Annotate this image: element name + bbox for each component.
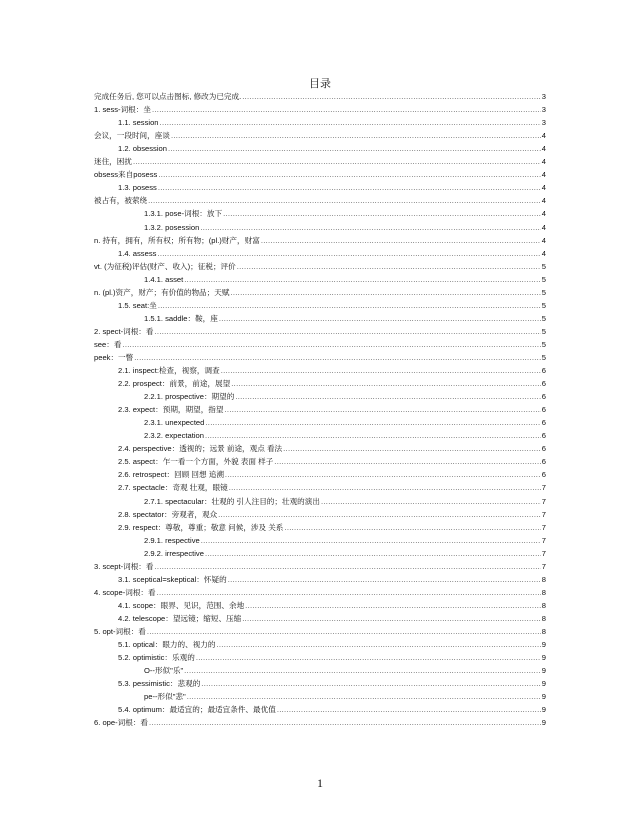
toc-entry-title: 2.1. inspect:检查，视察，调查 [118,366,220,376]
toc-entry-title: 1.3. posess [118,183,157,193]
toc-entry-title: 2.6. retrospect：回顾 回想 追溯 [118,470,224,480]
toc-entry-title: 迷住，困扰 [94,157,132,167]
toc-entry-page: 6 [541,392,546,402]
toc-entry-title: 2.5. aspect：乍一看一个方面，外貌 表面 样子 [118,457,274,467]
toc-entry-title: 2.3.1. unexpected [144,418,205,428]
toc-entry-title: 3.1. sceptical=skeptical：怀疑的 [118,574,227,584]
toc-leader-dots [283,444,541,453]
toc-entry-page: 3 [541,92,546,102]
toc-entry[interactable] [94,271,546,284]
toc-leader-dots [218,510,541,519]
toc-entry[interactable] [94,545,546,558]
toc-entry-page: 4 [541,131,546,141]
toc-entry-page: 9 [541,653,546,663]
toc-leader-dots [223,209,541,218]
toc-leader-dots [228,575,541,584]
toc-entry-page: 4 [541,170,546,180]
toc-entry-page: 9 [541,640,546,650]
toc-entry-title: 1.5.1. saddle：鞍，座 [144,313,218,323]
toc-entry-page: 7 [541,483,546,493]
toc-leader-dots [147,627,541,636]
toc-entry-title: 会议，一段时间，座谈 [94,131,170,141]
toc-leader-dots [196,653,541,662]
toc-entry[interactable] [94,153,546,166]
toc-entry[interactable] [94,466,546,479]
toc-entry[interactable] [94,375,546,388]
toc-entry-title: 1.5. seat:坐 [118,300,157,310]
toc-entry[interactable] [94,401,546,414]
toc-entry-page: 7 [541,522,546,532]
toc-entry-page: 5 [541,261,546,271]
toc-entry-page: 8 [541,587,546,597]
toc-leader-dots [230,288,540,297]
toc-entry[interactable] [94,323,546,336]
toc-entry-title: n. 持有，拥有，所有权；所有物；(pl.)财产，财富 [94,235,260,245]
toc-entry-title: 5.1. optical：眼力的、视力的 [118,640,216,650]
toc-entry[interactable] [94,192,546,205]
toc-entry-title: 4.1. scope：眼界、见识，范围、余地 [118,600,245,610]
toc-entry[interactable] [94,336,546,349]
toc-entry[interactable] [94,362,546,375]
toc-leader-dots [235,392,540,401]
toc-entry[interactable] [94,140,546,153]
toc-entry-title: 2.9. respect：尊敬，尊重；敬意 问候，涉及 关系 [118,522,284,532]
toc-entry-page: 7 [541,548,546,558]
toc-entry-page: 7 [541,509,546,519]
toc-leader-dots [148,196,541,205]
toc-entry[interactable] [94,258,546,271]
toc-entry-page: 4 [541,196,546,206]
toc-leader-dots [321,497,541,506]
toc-leader-dots [205,549,541,558]
toc-entry[interactable] [94,427,546,440]
toc-leader-dots [158,301,541,310]
toc-leader-dots [155,327,541,336]
toc-entry[interactable] [94,245,546,258]
toc-entry-page: 5 [541,339,546,349]
toc-entry-page: 6 [541,379,546,389]
toc-leader-dots [184,275,541,284]
toc-entry-title: 1.2. obsession [118,144,167,154]
toc-leader-dots [216,640,540,649]
toc-entry[interactable] [94,349,546,362]
toc-entry-page: 6 [541,457,546,467]
toc-entry-title: 1.4.1. asset [144,274,184,284]
toc-leader-dots [157,588,541,597]
toc-entry[interactable] [94,519,546,532]
toc-entry-title: 2.9.1. respective [144,535,200,545]
toc-entry-page: 4 [541,235,546,245]
toc-entry-page: 8 [541,574,546,584]
toc-entry[interactable] [94,688,546,701]
toc-leader-dots [284,523,540,532]
toc-entry[interactable] [94,388,546,401]
toc-entry-title: 2.8. spectator：旁观者，观众 [118,509,218,519]
toc-leader-dots [242,614,541,623]
toc-entry[interactable] [94,232,546,245]
toc-entry-title: 4. scope-词根：看 [94,587,156,597]
toc-entry[interactable] [94,610,546,623]
toc-entry-title: 5.4. optimum：最适宜的；最适宜条件、最优值 [118,705,276,715]
toc-entry-title: 2.2.1. prospective：期望的 [144,392,235,402]
toc-entry-page: 7 [541,535,546,545]
toc-entry-title: 2.7. spectacle：奇观 壮观，眼镜 [118,483,228,493]
toc-entry-page: 5 [541,352,546,362]
toc-entry-title: pe--形似"悲" [144,692,186,702]
toc-entry[interactable] [94,584,546,597]
toc-leader-dots [219,314,541,323]
toc-leader-dots [149,718,541,727]
toc-entry-title: 2.3.2. expectation [144,431,204,441]
toc-entry-title: 6. ope-词根：看 [94,718,149,728]
toc-entry[interactable] [94,101,546,114]
toc-entry[interactable] [94,558,546,571]
toc-entry-page: 6 [541,431,546,441]
toc-entry-title: 1. sess-词根：坐 [94,105,151,115]
toc-entry-page: 6 [541,366,546,376]
toc-entry-title: vt. (为征税)评估(财产、收入)；征税；评价 [94,261,236,271]
toc-entry-page: 8 [541,613,546,623]
toc-entry-title: see：看 [94,339,122,349]
toc-leader-dots [201,536,541,545]
toc-leader-dots [158,170,540,179]
toc-entry-page: 7 [541,561,546,571]
toc-entry-page: 4 [541,209,546,219]
toc-entry[interactable] [94,284,546,297]
toc-entry-title: 1.3.2. posession [144,222,200,232]
toc-entry-page: 6 [541,444,546,454]
toc-leader-dots [225,405,541,414]
toc-entry-page: 6 [541,470,546,480]
toc-entry-title: 2.3. expect：预期，期望，指望 [118,405,224,415]
toc-leader-dots [237,262,541,271]
toc-leader-dots [200,223,540,232]
table-of-contents [94,88,546,727]
toc-entry[interactable] [94,88,546,101]
toc-leader-dots [155,562,541,571]
toc-entry[interactable] [94,218,546,231]
toc-entry[interactable] [94,623,546,636]
toc-leader-dots [221,366,541,375]
toc-entry-page: 4 [541,248,546,258]
toc-entry-page: 7 [541,496,546,506]
toc-entry-title: O--形似"乐" [144,666,184,676]
toc-leader-dots [205,418,540,427]
toc-leader-dots [133,157,541,166]
toc-entry[interactable] [94,636,546,649]
toc-entry[interactable] [94,701,546,714]
toc-entry-title: 4.2. telescope：望远镜；缩短、压缩 [118,613,242,623]
toc-entry[interactable] [94,662,546,675]
toc-entry-page: 5 [541,313,546,323]
toc-leader-dots [184,666,541,675]
toc-entry-page: 5 [541,274,546,284]
toc-entry[interactable] [94,414,546,427]
toc-entry-title: 2.4. perspective：透视的；远景 前途，观点 看法 [118,444,283,454]
toc-leader-dots [242,92,541,101]
toc-entry-page: 8 [541,626,546,636]
toc-entry-page: 9 [541,718,546,728]
toc-leader-dots [225,470,541,479]
toc-leader-dots [245,601,541,610]
toc-entry-title: 1.4. assess [118,248,157,258]
toc-entry-page: 3 [541,118,546,128]
toc-entry[interactable] [94,506,546,519]
toc-entry[interactable] [94,114,546,127]
toc-entry[interactable] [94,297,546,310]
toc-entry-page: 4 [541,157,546,167]
toc-leader-dots [168,144,541,153]
toc-entry-title: n. (pl.)资产，财产；有价值的物品；天赋 [94,287,230,297]
toc-entry[interactable] [94,453,546,466]
toc-entry[interactable] [94,649,546,662]
toc-entry-title: 3. scept-词根：看 [94,561,154,571]
toc-entry-title: 2. spect-词根：看 [94,326,154,336]
toc-entry-page: 5 [541,326,546,336]
toc-entry-page: 6 [541,418,546,428]
toc-leader-dots [152,105,541,114]
toc-entry[interactable] [94,310,546,323]
toc-entry[interactable] [94,166,546,179]
toc-entry[interactable] [94,597,546,610]
toc-entry[interactable] [94,205,546,218]
toc-leader-dots [231,379,541,388]
toc-leader-dots [158,183,541,192]
toc-entry[interactable] [94,479,546,492]
toc-entry-page: 4 [541,144,546,154]
toc-leader-dots [201,679,540,688]
toc-entry-page: 6 [541,405,546,415]
toc-leader-dots [171,131,541,140]
toc-entry-page: 4 [541,222,546,232]
toc-entry-page: 9 [541,666,546,676]
toc-leader-dots [205,431,541,440]
toc-entry[interactable] [94,492,546,505]
toc-entry-title: 5. opt-词根：看 [94,626,146,636]
toc-leader-dots [134,353,541,362]
toc-leader-dots [160,118,541,127]
toc-entry-title: 2.2. prospect：前景，前途，展望 [118,379,231,389]
toc-entry[interactable] [94,571,546,584]
toc-entry-page: 8 [541,600,546,610]
toc-entry-page: 3 [541,105,546,115]
toc-entry[interactable] [94,675,546,688]
toc-leader-dots [187,692,541,701]
toc-entry-title: 5.2. optimistic：乐观的 [118,653,195,663]
toc-leader-dots [261,236,541,245]
toc-entry[interactable] [94,179,546,192]
toc-entry[interactable] [94,127,546,140]
toc-entry-page: 9 [541,679,546,689]
toc-entry-title: 完成任务后, 您可以点击图标, 修改为已完成. [94,92,242,102]
toc-entry-page: 5 [541,287,546,297]
page-number: 1 [317,776,323,790]
toc-entry-page: 9 [541,705,546,715]
toc-entry-title: 2.7.1. spectacular：壮观的 引人注目的；壮观的演出 [144,496,320,506]
toc-entry-title: obsess来自posess [94,170,158,180]
toc-leader-dots [229,483,541,492]
toc-entry-page: 9 [541,692,546,702]
toc-entry[interactable] [94,532,546,545]
toc-leader-dots [274,457,540,466]
toc-entry-page: 5 [541,300,546,310]
toc-entry-page: 4 [541,183,546,193]
toc-entry-title: 被占有，被萦绕 [94,196,148,206]
toc-leader-dots [122,340,540,349]
toc-leader-dots [277,705,541,714]
toc-entry-title: 1.1. session [118,118,159,128]
toc-entry-title: 1.3.1. pose-词根：放下 [144,209,223,219]
toc-entry-title: 5.3. pessimistic：悲观的 [118,679,201,689]
toc-entry[interactable] [94,440,546,453]
toc-entry-title: 2.9.2. irrespective [144,548,204,558]
toc-entry[interactable] [94,714,546,727]
toc-entry-title: peek：一瞥 [94,352,134,362]
page-title: 目录 [309,78,331,90]
toc-leader-dots [157,249,540,258]
